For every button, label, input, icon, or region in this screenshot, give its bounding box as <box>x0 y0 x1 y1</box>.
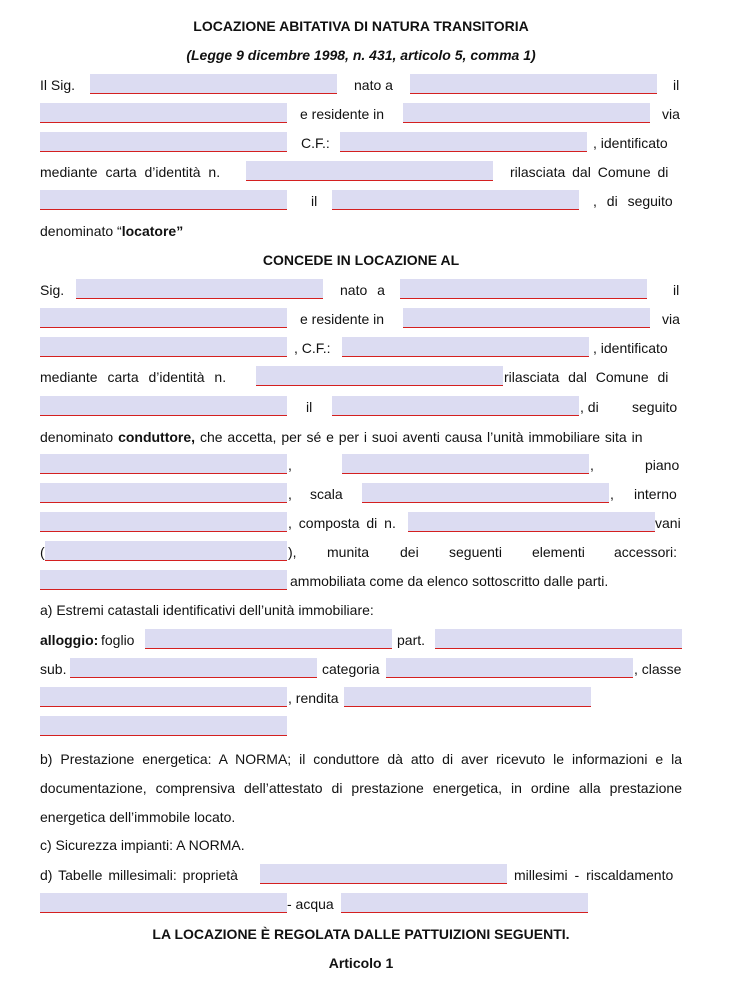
label-via: via <box>662 106 680 122</box>
label-part: part. <box>397 632 426 648</box>
accessori-word-1: ), <box>288 544 297 560</box>
locatore-comune-field[interactable] <box>40 190 287 210</box>
catasto-heading: a) Estremi catastali identificativi dell’unità immobiliare: <box>40 602 374 618</box>
label-cf: C.F.: <box>301 135 330 151</box>
locatore-id-number-field[interactable] <box>246 161 493 181</box>
label-mediante: mediante carta d’identità n. <box>40 164 221 180</box>
label-il: il <box>673 77 680 93</box>
label-categoria: categoria <box>322 661 380 677</box>
denominato-locatore: denominato “locatore” <box>40 223 184 239</box>
label-il-4: il <box>306 399 313 415</box>
label-via-2: via <box>662 311 680 327</box>
conduttore-name-field[interactable] <box>76 279 323 299</box>
locatore-birthdate-field[interactable] <box>40 103 287 123</box>
catasto-rendita-cont-field[interactable] <box>40 716 287 736</box>
paren-open: ( <box>40 544 45 560</box>
immobile-address-field[interactable] <box>40 454 287 474</box>
label-residente-in: e residente in <box>300 106 385 122</box>
label-rendita: , rendita <box>288 690 339 706</box>
comma-interno: , <box>610 486 614 502</box>
label-sub: sub. <box>40 661 67 677</box>
tabelle-proprieta-field[interactable] <box>260 864 507 884</box>
immobile-civic-field[interactable] <box>342 454 589 474</box>
accessori-word-4: seguenti <box>449 544 502 560</box>
label-ammobiliata: ammobiliata come da elenco sottoscritto dalle parti. <box>290 573 609 589</box>
comma-scala: , <box>288 486 292 502</box>
catasto-sub-field[interactable] <box>70 658 317 678</box>
energetica-line-3: energetica dell’immobile locato. <box>40 809 236 825</box>
label-piano: piano <box>645 457 680 473</box>
locatore-street-field[interactable] <box>40 132 287 152</box>
accessori-word-2: munita <box>327 544 370 560</box>
articolo-heading: Articolo 1 <box>328 955 394 971</box>
catasto-categoria-field[interactable] <box>386 658 633 678</box>
label-rilasciata-2: rilasciata dal Comune di <box>504 369 669 385</box>
label-nato-a: nato a <box>354 77 393 93</box>
immobile-vani-words-field[interactable] <box>45 541 287 561</box>
document-title: LOCAZIONE ABITATIVA DI NATURA TRANSITORIA <box>193 18 529 34</box>
accessori-word-5: elementi <box>532 544 585 560</box>
accessori-word-6: accessori: <box>614 544 678 560</box>
label-alloggio: alloggio: <box>40 632 99 648</box>
locatore-name-field[interactable] <box>90 74 337 94</box>
label-di-seguito: , di seguito <box>593 193 673 209</box>
concede-heading: CONCEDE IN LOCAZIONE AL <box>262 252 460 268</box>
label-interno: interno <box>634 486 677 502</box>
accessori-word-3: dei <box>400 544 419 560</box>
label-mediante-2: mediante carta d’identità n. <box>40 369 227 385</box>
label-nato-a-2: nato a <box>340 282 385 298</box>
immobile-scala-field[interactable] <box>362 483 609 503</box>
label-di: , di <box>580 399 599 415</box>
immobile-piano-field[interactable] <box>40 483 287 503</box>
locatore-issue-date-field[interactable] <box>332 190 579 210</box>
conduttore-issue-date-field[interactable] <box>332 396 579 416</box>
energetica-line-2: documentazione, comprensiva dell’attestato di prestazione energetica, in ordine alla prestazione <box>40 780 682 796</box>
label-foglio: foglio <box>101 632 135 648</box>
label-seguito: seguito <box>632 399 678 415</box>
label-acqua: - acqua <box>287 896 334 912</box>
document-subtitle: (Legge 9 dicembre 1998, n. 431, articolo 5, comma 1) <box>186 47 536 63</box>
label-cf-2: , C.F.: <box>294 340 331 356</box>
comma-2: , <box>590 457 594 473</box>
conduttore-id-number-field[interactable] <box>256 366 503 386</box>
locatore-residence-field[interactable] <box>403 103 650 123</box>
catasto-rendita-field[interactable] <box>344 687 591 707</box>
conduttore-street-field[interactable] <box>40 337 287 357</box>
energetica-line-1: b) Prestazione energetica: A NORMA; il conduttore dà atto di aver ricevuto le informazioni e la <box>40 751 682 767</box>
comma-1: , <box>288 457 292 473</box>
immobile-vani-field[interactable] <box>408 512 655 532</box>
conduttore-birthdate-field[interactable] <box>40 308 287 328</box>
catasto-part-field[interactable] <box>435 629 682 649</box>
denominato-conduttore: denominato conduttore, che accetta, per sé e per i suoi aventi causa l’unità immobiliare sita in <box>40 429 643 445</box>
immobile-interno-field[interactable] <box>40 512 287 532</box>
conduttore-residence-field[interactable] <box>403 308 650 328</box>
catasto-classe-field[interactable] <box>40 687 287 707</box>
regolata-heading: LA LOCAZIONE È REGOLATA DALLE PATTUIZIONI SEGUENTI. <box>152 926 570 942</box>
label-composta: , composta di n. <box>288 515 396 531</box>
label-rilasciata: rilasciata dal Comune di <box>510 164 669 180</box>
label-classe: , classe <box>634 661 682 677</box>
tabelle-acqua-field[interactable] <box>341 893 588 913</box>
label-il-3: il <box>673 282 680 298</box>
label-sig: Sig. <box>40 282 65 298</box>
tabelle-riscaldamento-field[interactable] <box>40 893 287 913</box>
catasto-foglio-field[interactable] <box>145 629 392 649</box>
label-vani: vani <box>655 515 681 531</box>
conduttore-cf-field[interactable] <box>342 337 589 357</box>
label-il-sig: Il Sig. <box>40 77 76 93</box>
label-identificato: , identificato <box>593 135 668 151</box>
label-residente-in-2: e residente in <box>300 311 385 327</box>
label-millesimi: millesimi - riscaldamento <box>514 867 674 883</box>
label-scala: scala <box>310 486 343 502</box>
locatore-birthplace-field[interactable] <box>410 74 657 94</box>
label-identificato-2: , identificato <box>593 340 668 356</box>
immobile-accessori-field[interactable] <box>40 570 287 590</box>
conduttore-comune-field[interactable] <box>40 396 287 416</box>
label-il-2: il <box>311 193 318 209</box>
locatore-cf-field[interactable] <box>340 132 587 152</box>
conduttore-birthplace-field[interactable] <box>400 279 647 299</box>
sicurezza-line: c) Sicurezza impianti: A NORMA. <box>40 837 245 853</box>
label-tabelle: d) Tabelle millesimali: proprietà <box>40 867 238 883</box>
